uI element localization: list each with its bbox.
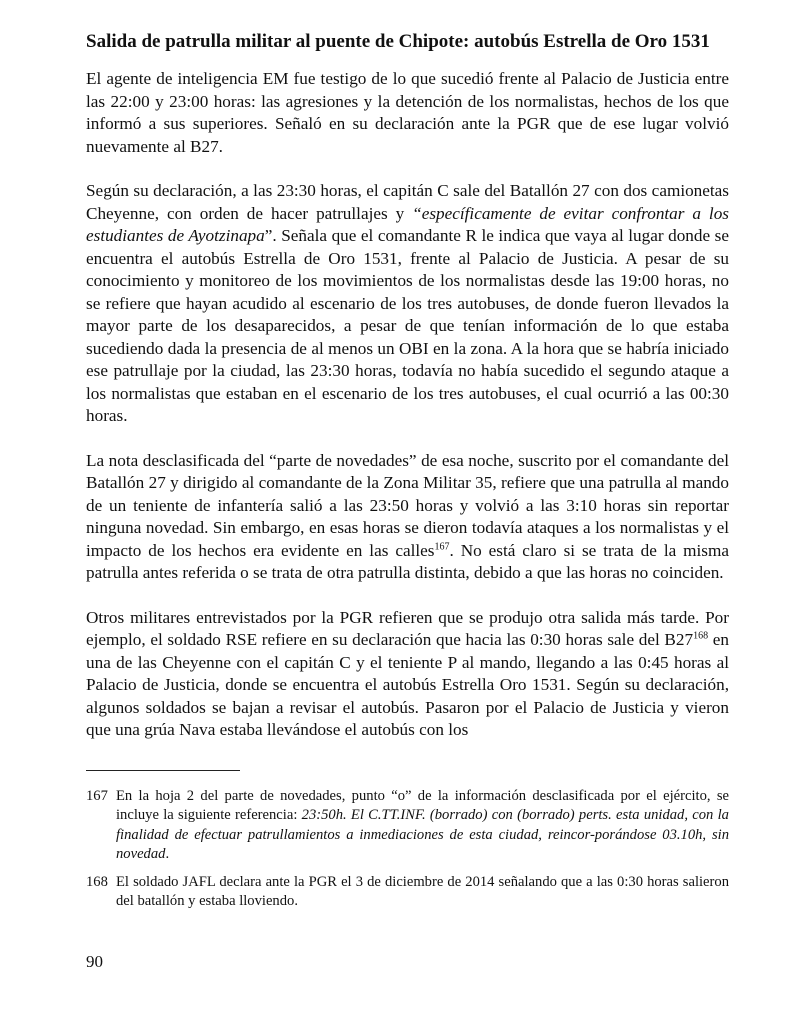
paragraph-2 [86,180,729,428]
paragraph-3-text-a: La nota desclasificada del “parte de novedades” de esa noche, suscrito por el comandante del Batallón 27 y dirigido al comandante de la Zona Militar 35, refiere que una patrulla al mando de un teniente de infantería salió a las 23:50 horas y volvió a las 3:10 horas sin reportar ninguna novedad. Sin embargo, en esas horas se dieron todavía ataques a los normalistas y el impacto de los hechos era evidente en las calles [86,450,729,560]
page-number: 90 [86,952,103,971]
paragraph-2-text-b: ”. Señala que el comandante R le indica que vaya al lugar donde se encuentra el autobús Estrella de Oro 1531, frente al Palacio de Justicia. A pesar de su conocimiento y monitoreo de los movimientos de los normalistas desde las 19:00 horas, no se refiere que hayan acudido al escenario de los tres autobuses, de donde fueron llevados la mayor parte de los desaparecidos, a pesar de que tenían información de lo que estaba sucediendo dada la presencia de al menos un OBI en la zona. A la hora que se habría iniciado ese patrullaje por la ciudad, las 23:30 horas, todavía no había sucedido el segundo ataque a los normalistas que estaban en el escenario de los tres autobuses, el cual ocurrió a las 00:30 horas. [86,226,729,425]
footnote-167 [86,787,729,865]
paragraph-1 [86,68,729,158]
paragraph-3-text-b: . No está claro si se trata de la misma patrulla antes referida o se trata de otra patrulla distinta, debido a que las horas no coinciden. [86,540,729,582]
footnote-167-text-b: . [165,846,170,862]
footnote-ref-167[interactable]: 167 [434,540,450,552]
section-title: Salida de patrulla militar al puente de Chipote: autobús Estrella de Oro 1531 [86,31,710,52]
footnote-167-italic: 23:50h. El C.TT.INF. (borrado) con (borrado) perts. esta unidad, con la finalidad de efectuar patrullamientos a inmediaciones de esta ciudad, reincor-porándose 03.10h, sin novedad [116,807,729,862]
paragraph-1-text: El agente de inteligencia EM fue testigo de lo que sucedió frente al Palacio de Justicia entre las 22:00 y 23:00 horas: las agresiones y la detención de los normalistas, hechos de los que informó a sus superiores. Señaló en su declaración ante la PGR que de ese lugar volvió nuevamente al B27. [86,69,729,156]
footnote-separator [86,770,240,771]
paragraph-4 [86,607,729,742]
paragraph-3 [86,450,729,585]
footnote-ref-168[interactable]: 168 [693,630,709,642]
paragraph-2-text-a: Según su declaración, a las 23:30 horas, el capitán C sale del Batallón 27 con dos camionetas Cheyenne, con orden de hacer patrullajes y [86,181,729,223]
footnote-text [116,787,729,865]
footnote-number: 167 [86,787,108,804]
footnote-167-text-a: En la hoja 2 del parte de novedades, punto “o” de la información desclasificada por el ejército, se incluye la siguiente referencia: [116,787,729,823]
footnote-number: 168 [86,873,108,890]
paragraph-4-text-b: en una de las Cheyenne con el capitán C y el teniente P al mando, llegando a las 0:45 horas al Palacio de Justicia, donde se encuentra el autobús Estrella Oro 1531. Según su declaración, algunos soldados se bajan a revisar el autobús. Pasaron por el Palacio de Justicia y vieron que una grúa Nava estaba llevándose el autobús con los [86,630,729,739]
paragraph-2-quote: “específicamente de evitar confrontar a los estudiantes de Ayotzinapa [86,203,729,245]
footnote-168 [86,873,729,912]
footnote-text: El soldado JAFL declara ante la PGR el 3 de diciembre de 2014 señalando que a las 0:30 horas salieron del batallón y estaba lloviendo. [116,873,729,909]
paragraph-4-text-a: Otros militares entrevistados por la PGR refieren que se produjo otra salida más tarde. Por ejemplo, el soldado RSE refiere en su declaración que hacia las 0:30 horas sale del B27 [86,607,729,649]
